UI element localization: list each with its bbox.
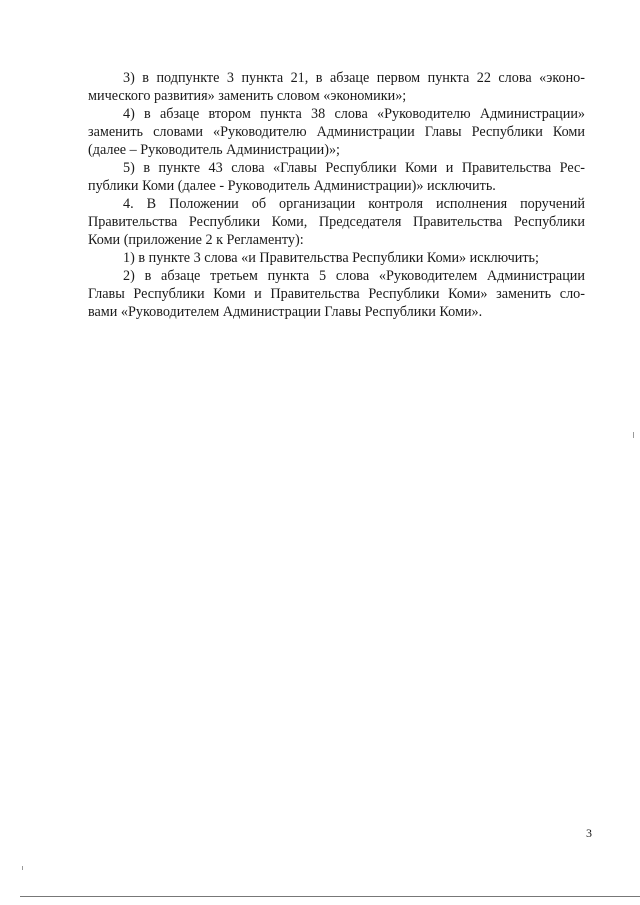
text-line: 3) в подпункте 3 пункта 21, в абзаце первом пункта 22 слова «эконо-: [123, 70, 585, 86]
document-body: [88, 69, 585, 321]
text-line: заменить словами «Руководителю Администрации Главы Республики Коми: [88, 124, 585, 140]
scan-edge-line: [20, 896, 640, 897]
text-line: 5) в пункте 43 слова «Главы Республики Коми и Правительства Рес-: [123, 160, 585, 176]
text-line: Главы Республики Коми и Правительства Республики Коми» заменить сло-: [88, 286, 585, 302]
text-line: 1) в пункте 3 слова «и Правительства Республики Коми» исключить;: [123, 250, 539, 266]
text-line: публики Коми (далее - Руководитель Администрации)» исключить.: [88, 178, 496, 194]
text-line: 4) в абзаце втором пункта 38 слова «Руководителю Администрации»: [123, 106, 585, 122]
text-line: 2) в абзаце третьем пункта 5 слова «Руководителем Администрации: [123, 268, 585, 284]
text-line: (далее – Руководитель Администрации)»;: [88, 142, 340, 158]
text-line: Коми (приложение 2 к Регламенту):: [88, 232, 304, 248]
page-number: 3: [586, 826, 592, 840]
text-line: мического развития» заменить словом «экономики»;: [88, 88, 407, 104]
text-line: Правительства Республики Коми, Председателя Правительства Республики: [88, 214, 585, 230]
scan-speck: [633, 432, 634, 438]
scan-speck: [22, 866, 23, 870]
text-line: вами «Руководителем Администрации Главы Республики Коми».: [88, 304, 483, 320]
text-line: 4. В Положении об организации контроля исполнения поручений: [123, 196, 585, 212]
